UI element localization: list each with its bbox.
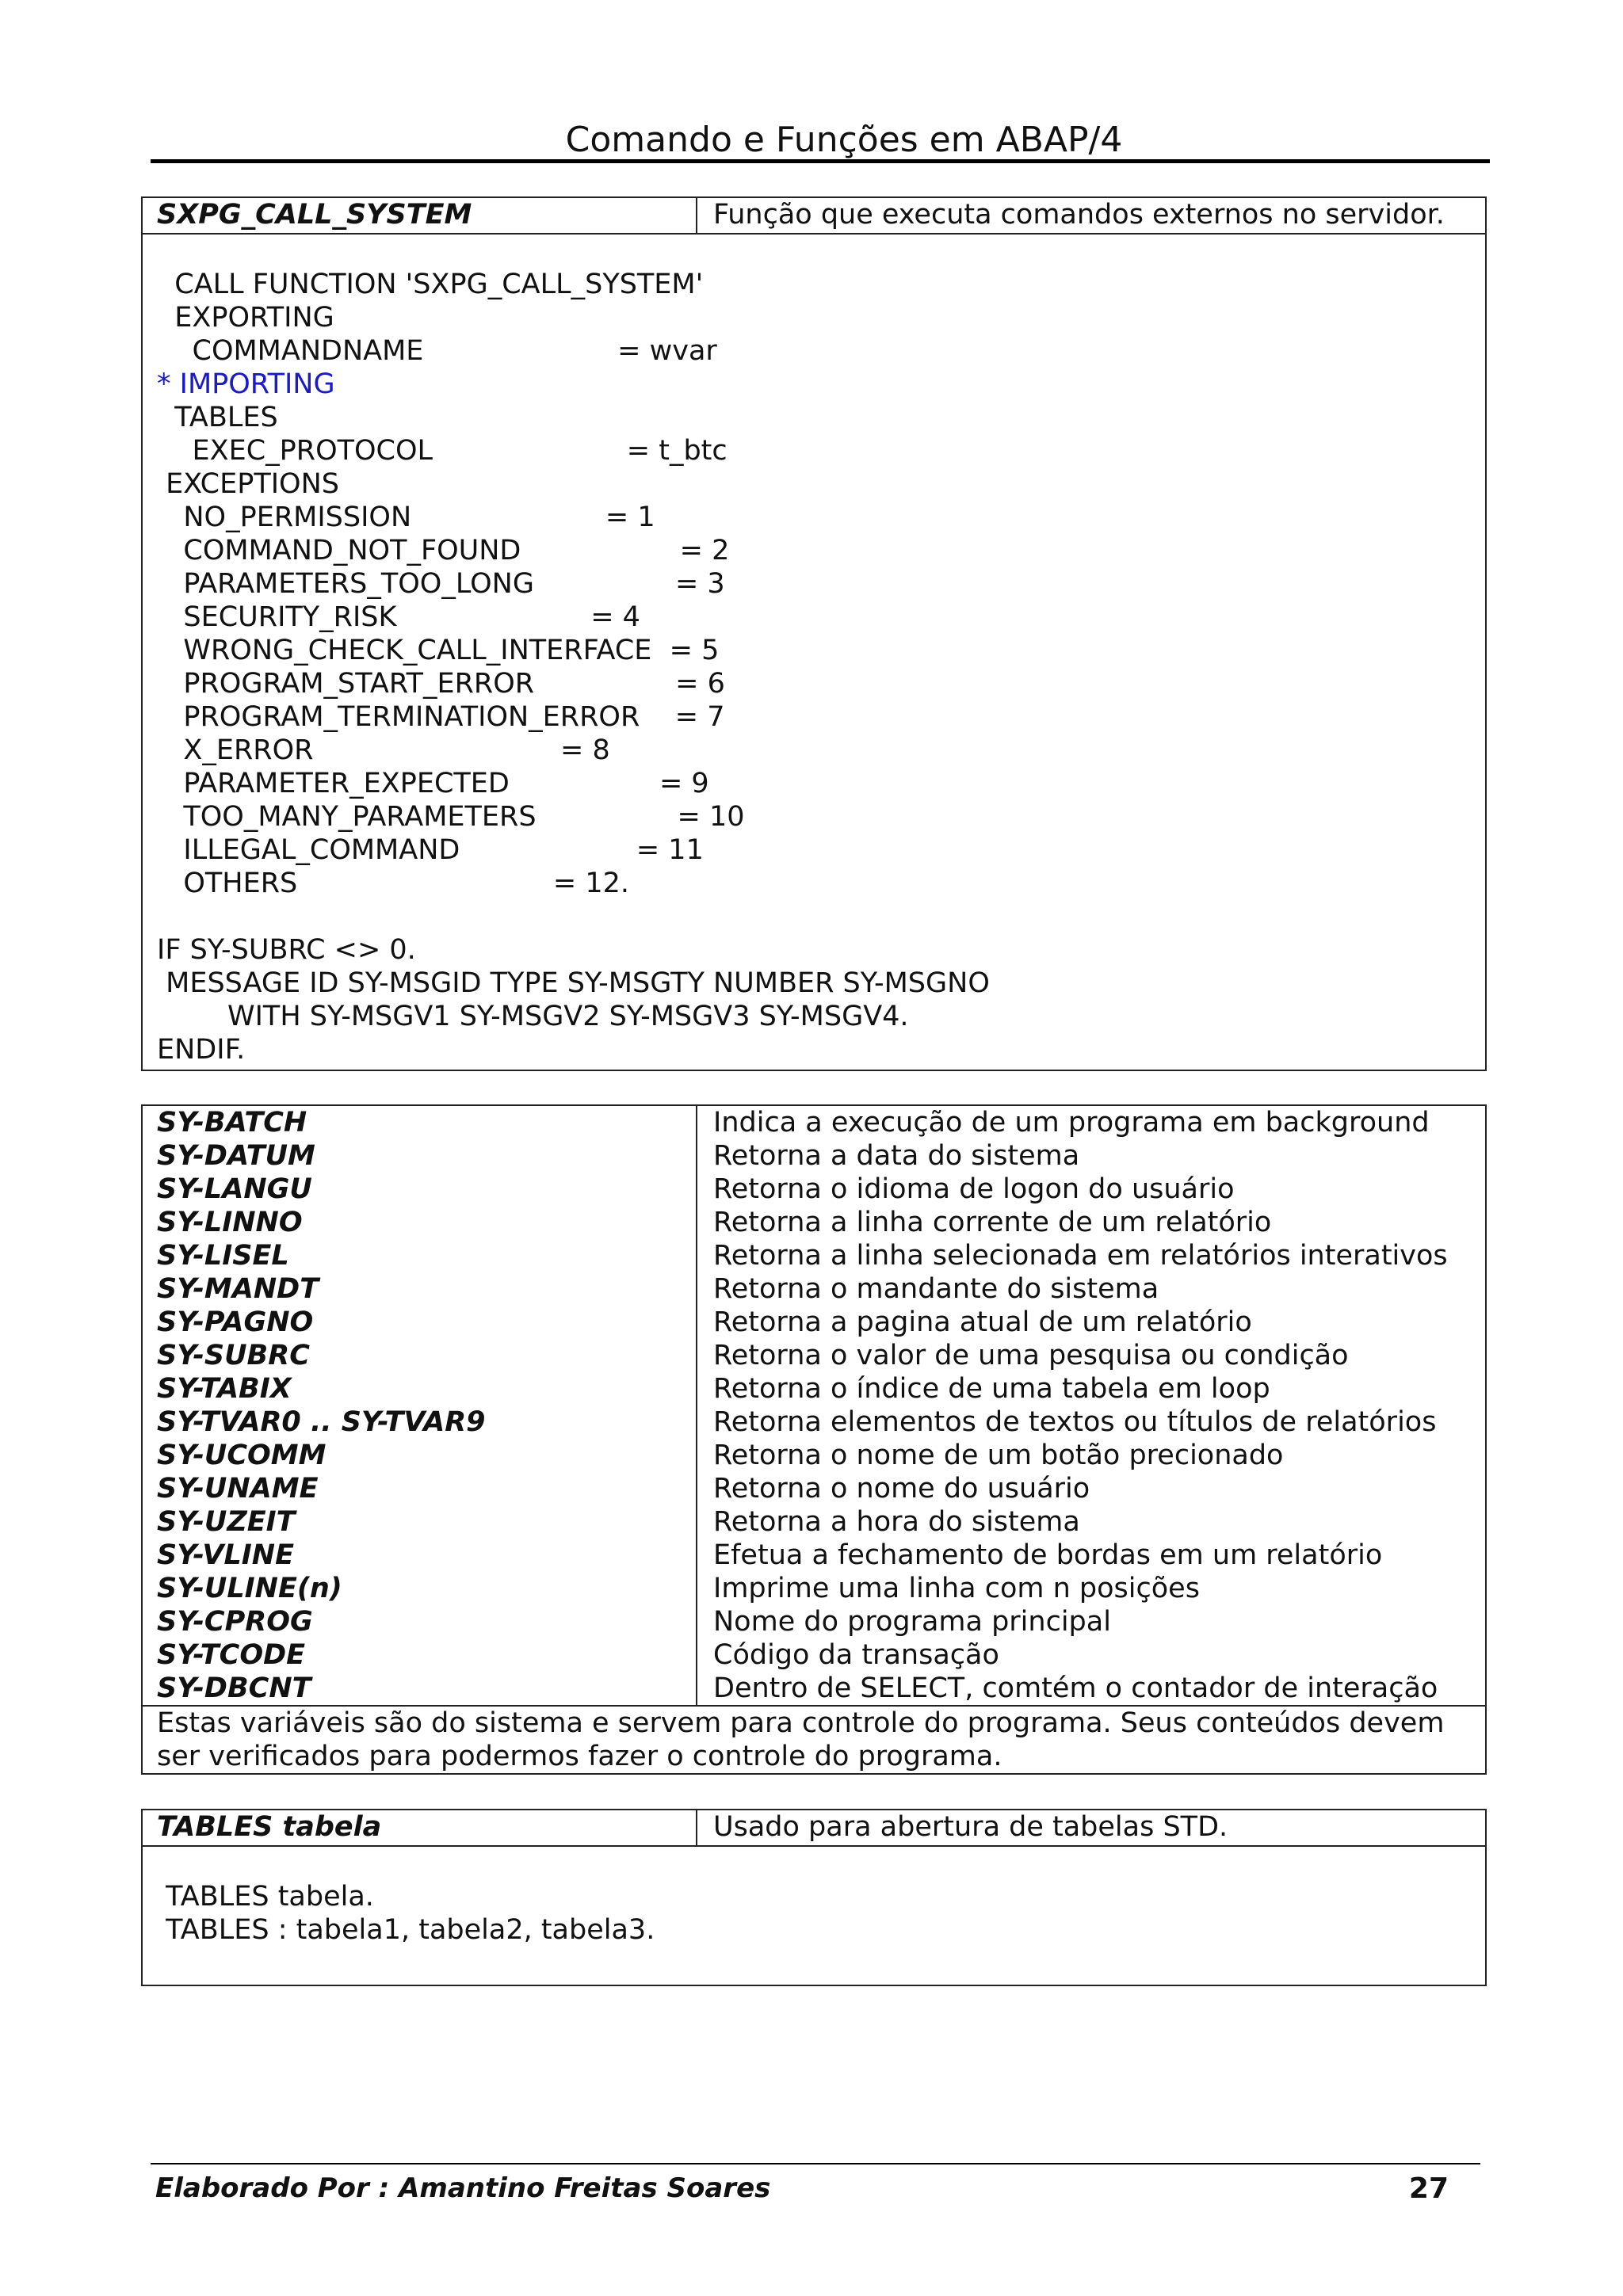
code-line: PROGRAM_START_ERROR = 6: [157, 668, 725, 700]
code-listing: [143, 235, 1485, 1066]
code-line: [157, 1947, 1485, 1980]
code-line: EXPORTING: [157, 302, 334, 334]
variable-name: SY-PAGNO: [157, 1306, 314, 1338]
variable-name: SY-CPROG: [157, 1606, 313, 1638]
variable-name: SY-BATCH: [157, 1107, 307, 1138]
variable-name-column: [143, 1106, 697, 1705]
code-line: [157, 1847, 1485, 1880]
variable-description: Retorna o valor de uma pesquisa ou condição: [713, 1340, 1349, 1371]
variable-description: Imprime uma linha com n posições: [713, 1573, 1200, 1604]
variable-description: Retorna o mandante do sistema: [713, 1273, 1159, 1305]
variable-name: SY-LINNO: [157, 1207, 303, 1238]
tables-header-row: [143, 1810, 1485, 1847]
page-header: [151, 117, 1490, 163]
command-name: TABLES tabela: [143, 1810, 697, 1845]
variable-description: Retorna o índice de uma tabela em loop: [713, 1373, 1270, 1405]
tables-code-block: [143, 1847, 1485, 1985]
variable-description: Nome do programa principal: [713, 1606, 1111, 1638]
code-line: TOO_MANY_PARAMETERS = 10: [157, 801, 745, 833]
variable-description: Retorna elementos de textos ou títulos de relatórios: [713, 1406, 1437, 1438]
function-name: SXPG_CALL_SYSTEM: [143, 198, 697, 233]
note-line: Estas variáveis são do sistema e servem para controle do programa. Seus conteúdos devem: [157, 1707, 1445, 1739]
code-line: X_ERROR = 8: [157, 734, 610, 766]
variable-name: SY-VLINE: [157, 1539, 295, 1571]
footer-author: Elaborado Por : Amantino Freitas Soares: [155, 2172, 771, 2204]
code-line: EXCEPTIONS: [157, 468, 339, 500]
variable-description-column: [697, 1106, 1448, 1705]
variable-description: Retorna o nome de um botão precionado: [713, 1440, 1284, 1471]
tables-box: [141, 1809, 1487, 1986]
code-line: PARAMETERS_TOO_LONG = 3: [157, 568, 725, 600]
variable-description: Dentro de SELECT, comtém o contador de interação: [713, 1672, 1438, 1704]
variable-description: Retorna a hora do sistema: [713, 1506, 1080, 1538]
variable-description: Retorna a linha corrente de um relatório: [713, 1207, 1272, 1238]
variable-name: SY-TVAR0 .. SY-TVAR9: [157, 1406, 486, 1438]
code-line: COMMANDNAME = wvar: [157, 335, 717, 367]
code-line: ILLEGAL_COMMAND = 11: [157, 834, 704, 866]
page-number: 27: [1408, 2172, 1449, 2205]
variable-name: SY-LANGU: [157, 1173, 312, 1205]
variable-name: SY-DBCNT: [157, 1672, 311, 1704]
variable-description: Código da transação: [713, 1639, 999, 1671]
code-line: CALL FUNCTION 'SXPG_CALL_SYSTEM': [157, 269, 704, 300]
function-description: Função que executa comandos externos no servidor.: [713, 199, 1445, 231]
variable-description: Retorna o idioma de logon do usuário: [713, 1173, 1235, 1205]
variable-name: SY-TABIX: [157, 1373, 292, 1405]
variable-description: Retorna a pagina atual de um relatório: [713, 1306, 1252, 1338]
code-line: WITH SY-MSGV1 SY-MSGV2 SY-MSGV3 SY-MSGV4.: [157, 1001, 909, 1032]
variable-name: SY-UCOMM: [157, 1440, 327, 1471]
code-line: COMMAND_NOT_FOUND = 2: [157, 535, 730, 566]
page-title: Comando e Funções em ABAP/4: [565, 120, 1123, 160]
code-line: NO_PERMISSION = 1: [157, 502, 655, 533]
variable-name: SY-DATUM: [157, 1140, 315, 1172]
command-description: Usado para abertura de tabelas STD.: [713, 1811, 1228, 1843]
code-line: PARAMETER_EXPECTED = 9: [157, 768, 709, 799]
variable-name: SY-SUBRC: [157, 1340, 310, 1371]
code-line: WRONG_CHECK_CALL_INTERFACE = 5: [157, 635, 720, 666]
code-line: SECURITY_RISK = 4: [157, 601, 640, 633]
variable-name: SY-ULINE(n): [157, 1573, 342, 1604]
code-line: OTHERS = 12.: [157, 868, 630, 899]
variable-name: SY-LISEL: [157, 1240, 289, 1272]
variable-name: SY-UZEIT: [157, 1506, 296, 1538]
system-variables-box: [141, 1104, 1487, 1775]
variable-description: Efetua a fechamento de bordas em um relatório: [713, 1539, 1383, 1571]
variable-name: SY-UNAME: [157, 1473, 319, 1505]
code-line: EXEC_PROTOCOL = t_btc: [157, 435, 727, 467]
sxpg-header-row: [143, 198, 1485, 235]
code-line: TABLES: [157, 402, 278, 433]
page-footer: [151, 2163, 1480, 2205]
code-line: [157, 235, 1485, 268]
code-line: PROGRAM_TERMINATION_ERROR = 7: [157, 701, 725, 733]
sxpg-call-system-box: [141, 196, 1487, 1071]
variable-name: SY-MANDT: [157, 1273, 319, 1305]
system-variables-table: [143, 1106, 1485, 1705]
variable-description: Retorna o nome do usuário: [713, 1473, 1090, 1505]
code-line: TABLES : tabela1, tabela2, tabela3.: [157, 1914, 655, 1946]
variable-description: Retorna a linha selecionada em relatórios interativos: [713, 1240, 1448, 1272]
sxpg-code-block: [143, 235, 1485, 1070]
system-variables-note: [143, 1705, 1485, 1773]
note-line: ser verificados para podermos fazer o controle do programa.: [157, 1741, 1002, 1772]
variable-description: Retorna a data do sistema: [713, 1140, 1080, 1172]
code-line: TABLES tabela.: [157, 1881, 374, 1913]
code-listing: [143, 1847, 1485, 1980]
code-line: MESSAGE ID SY-MSGID TYPE SY-MSGTY NUMBER SY-MSGNO: [157, 967, 990, 999]
variable-name: SY-TCODE: [157, 1639, 306, 1671]
code-line: [157, 900, 1485, 933]
code-line: ENDIF.: [157, 1034, 246, 1066]
variable-description: Indica a execução de um programa em background: [713, 1107, 1430, 1138]
code-line: IF SY-SUBRC <> 0.: [157, 934, 416, 966]
code-line: * IMPORTING: [157, 368, 335, 400]
